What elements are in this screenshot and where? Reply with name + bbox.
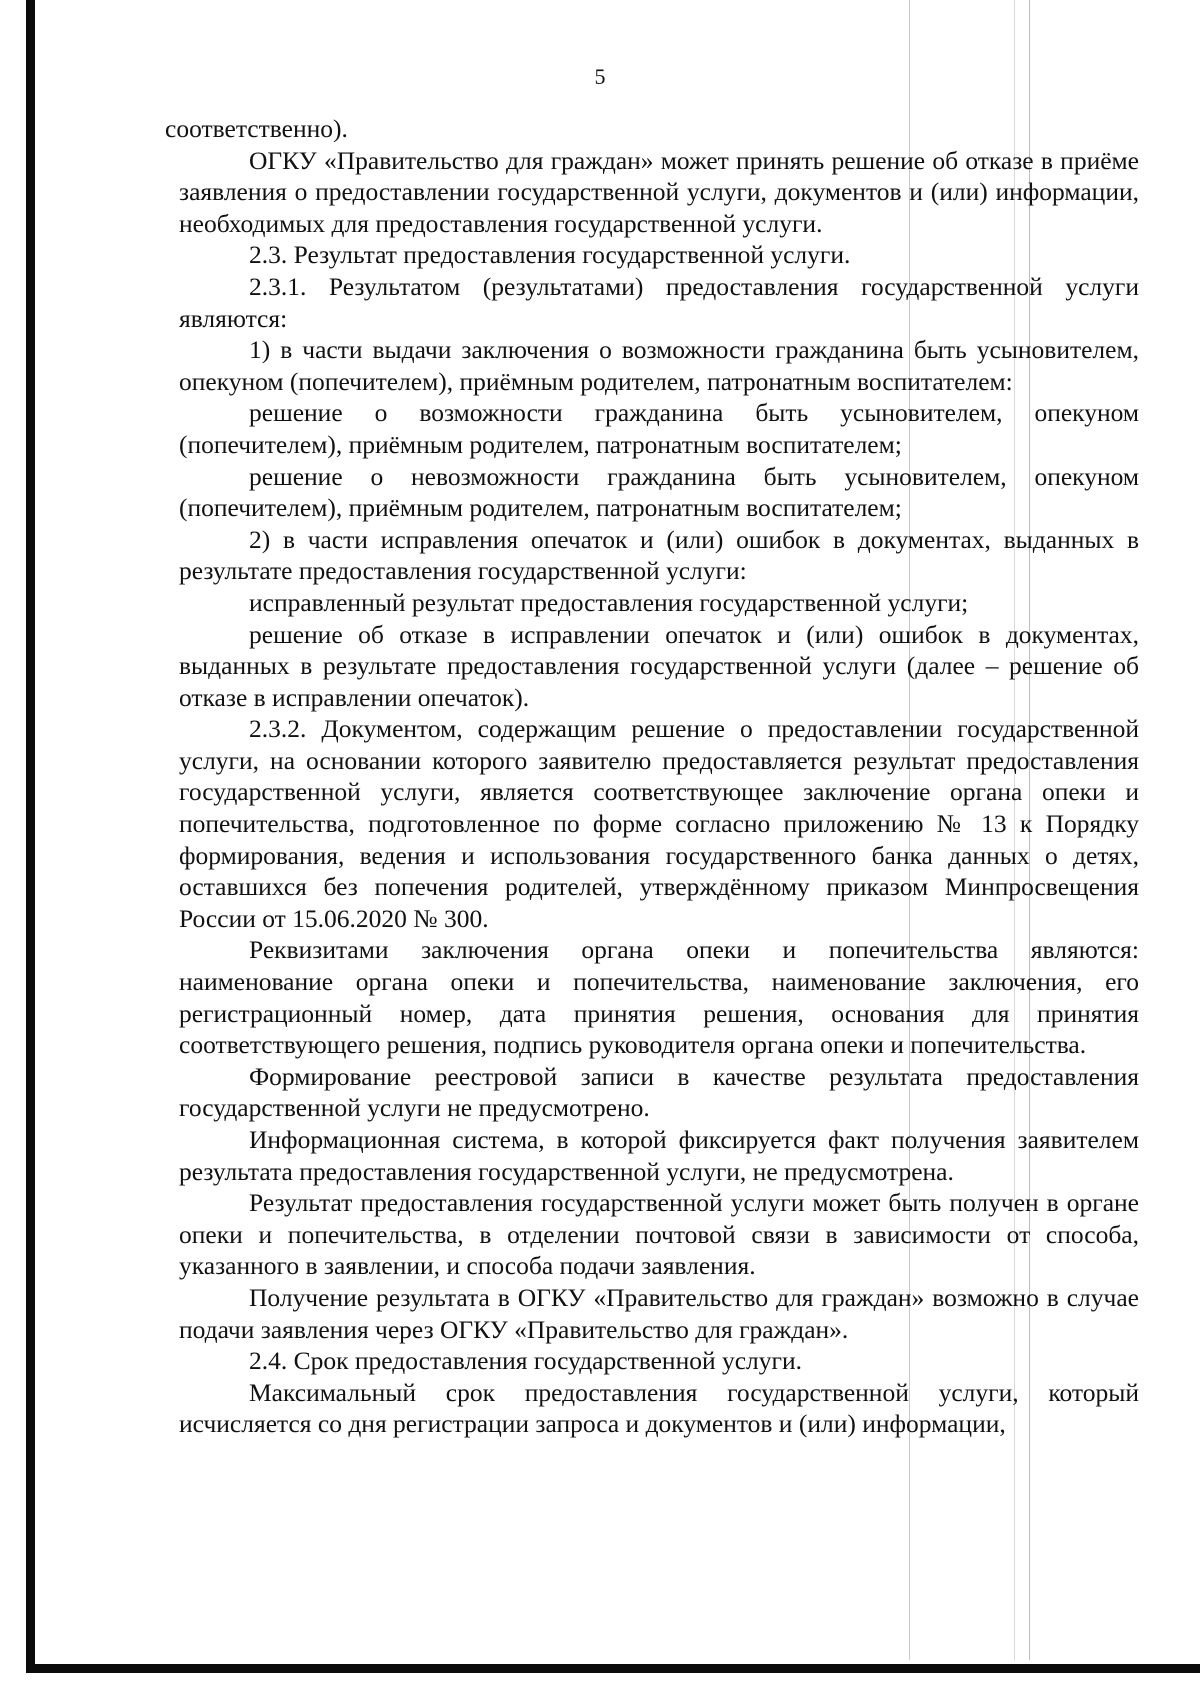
paragraph: Результат предоставления государственной услуги может быть получен в органе опеки и попечительства, в отделении почтовой связи в зависимости от способа, указанного в заявлении, и способа подачи заявления. — [179, 1188, 1139, 1281]
scan-border-bottom — [26, 1664, 1200, 1673]
section-heading: 2.3. Результат предоставления государственной услуги. — [249, 240, 851, 270]
paragraph: 2.3.2. Документом, содержащим решение о предоставлении государственной услуги, на основании которого заявителю предоставляется результат предоставления государственной услуги, является соответствующее заключение органа опеки и попечительства, подготовленное по форме согласно приложению № 13 к Порядку формирования, ведения и использования государственного банка данных о детях, оставшихся без попечения родителей, утверждённому приказом Минпросвещения России от 15.06.2020 № 300. — [179, 714, 1139, 933]
scan-border-left — [26, 0, 35, 1672]
list-item: 2) в части исправления опечаток и (или) ошибок в документах, выданных в результате предоставления государственной услуги: — [179, 524, 1139, 586]
paragraph: Получение результата в ОГКУ «Правительство для граждан» возможно в случае подачи заявления через ОГКУ «Правительство для граждан». — [179, 1282, 1139, 1344]
paragraph: 2.3.1. Результатом (результатами) предоставления государственной услуги являются: — [179, 271, 1139, 333]
document-body — [165, 113, 1139, 1440]
list-item: исправленный результат предоставления государственной услуги; — [249, 587, 969, 617]
list-item: решение об отказе в исправлении опечаток и (или) ошибок в документах, выданных в результате предоставления государственной услуги (далее – решение об отказе в исправлении опечаток). — [179, 619, 1139, 712]
paragraph: Максимальный срок предоставления государственной услуги, который исчисляется со дня регистрации запроса и документов и (или) информации, — [179, 1377, 1139, 1439]
paragraph: соответственно). — [165, 114, 348, 143]
list-item: решение о возможности гражданина быть усыновителем, опекуном (попечителем), приёмным родителем, патронатным воспитателем; — [179, 398, 1139, 459]
paragraph: Формирование реестровой записи в качестве результата предоставления государственной услуги не предусмотрено. — [179, 1061, 1139, 1123]
paragraph: ОГКУ «Правительство для граждан» может принять решение об отказе в приёме заявления о предоставлении государственной услуги, документов и (или) информации, необходимых для предоставления государственной услуги. — [179, 145, 1139, 238]
paragraph: Реквизитами заключения органа опеки и попечительства являются: наименование органа опеки и попечительства, наименование заключения, его регистрационный номер, дата принятия решения, основания для принятия соответствующего решения, подпись руководителя органа опеки и попечительства. — [179, 935, 1139, 1060]
list-item: решение о невозможности гражданина быть усыновителем, опекуном (попечителем), приёмным родителем, патронатным воспитателем; — [179, 461, 1139, 523]
page-number: 5 — [594, 64, 606, 89]
section-heading: 2.4. Срок предоставления государственной услуги. — [249, 1346, 803, 1376]
list-item: 1) в части выдачи заключения о возможности гражданина быть усыновителем, опекуном (попечителем), приёмным родителем, патронатным воспитателем: — [179, 335, 1139, 396]
paragraph: Информационная система, в которой фиксируется факт получения заявителем результата предоставления государственной услуги, не предусмотрена. — [179, 1125, 1139, 1186]
